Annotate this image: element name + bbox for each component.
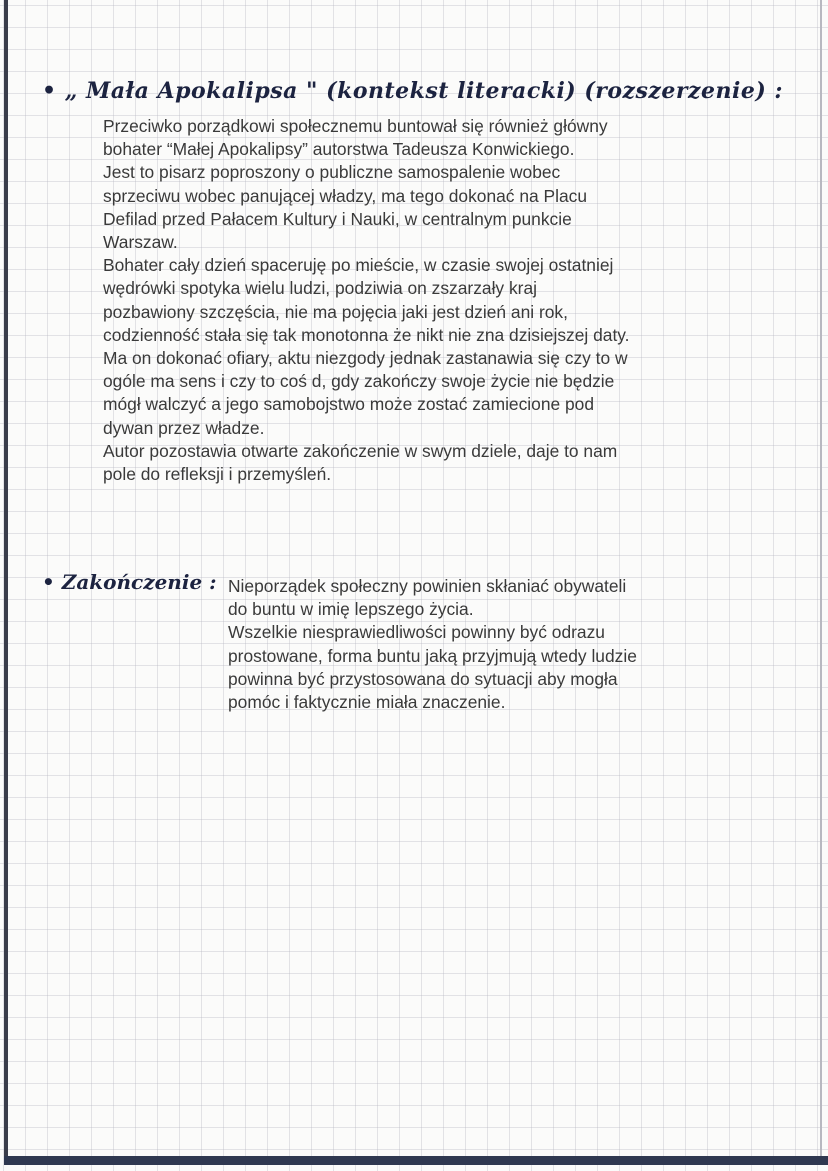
- text-line: pozbawiony szczęścia, nie ma pojęcia jaki jest dzień ani rok,: [103, 301, 568, 322]
- text-line: Nieporządek społeczny powinien skłaniać obywateli: [228, 576, 627, 596]
- text-line: Bohater cały dzień spaceruję po mieście, w czasie swojej ostatniej: [103, 255, 614, 276]
- text-line: mógł walczyć a jego samobojstwo może zostać zamiecione pod: [103, 394, 595, 415]
- text-line: Przeciwko porządkowi społecznemu buntował się również główny: [103, 116, 608, 136]
- page-edge-right: [820, 0, 822, 1162]
- section-heading-mala-apokalipsa: • „ Mała Apokalipsa " (kontekst literacki) (rozszerzenie) :: [42, 78, 784, 104]
- page-edge-left: [4, 0, 8, 1162]
- text-line: prostowane, forma buntu jaką przyjmują wtedy ludzie: [228, 645, 637, 666]
- text-line: wędrówki spotyka wielu ludzi, podziwia on zszarzały kraj: [103, 278, 537, 299]
- text-line: Jest to pisarz poproszony o publiczne samospalenie wobec: [103, 162, 561, 183]
- text-line: sprzeciwu wobec panującej władzy, ma tego dokonać na Placu: [103, 185, 587, 206]
- text-line: pole do refleksji i przemyśleń.: [103, 464, 332, 485]
- text-line: Ma on dokonać ofiary, aktu niezgody jednak zastanawia się czy to w: [103, 348, 628, 369]
- text-line: Warszaw.: [103, 232, 178, 253]
- text-line: pomóc i faktycznie miała znaczenie.: [228, 692, 506, 713]
- page-edge-bottom: [4, 1156, 828, 1165]
- text-line: codzienność stała się tak monotonna że nikt nie zna dzisiejszej daty.: [103, 324, 630, 345]
- section-heading-zakonczenie: • Zakończenie :: [42, 570, 217, 594]
- text-line: ogóle ma sens i czy to coś d, gdy zakończy swoje życie nie będzie: [103, 371, 615, 392]
- text-line: Autor pozostawia otwarte zakończenie w swym dziele, daje to nam: [103, 440, 618, 461]
- text-line: do buntu w imię lepszego życia.: [228, 599, 474, 620]
- text-line: Wszelkie niesprawiedliwości powinny być odrazu: [228, 622, 605, 643]
- text-line: Defilad przed Pałacem Kultury i Nauki, w centralnym punkcie: [103, 208, 572, 229]
- text-line: bohater “Małej Apokalipsy” autorstwa Tadeusza Konwickiego.: [103, 139, 575, 160]
- text-line: powinna być przystosowana do sytuacji aby mogła: [228, 668, 618, 689]
- text-line: dywan przez władze.: [103, 417, 265, 438]
- section-body-zakonczenie: [228, 575, 788, 714]
- section-body-mala-apokalipsa: [103, 115, 783, 486]
